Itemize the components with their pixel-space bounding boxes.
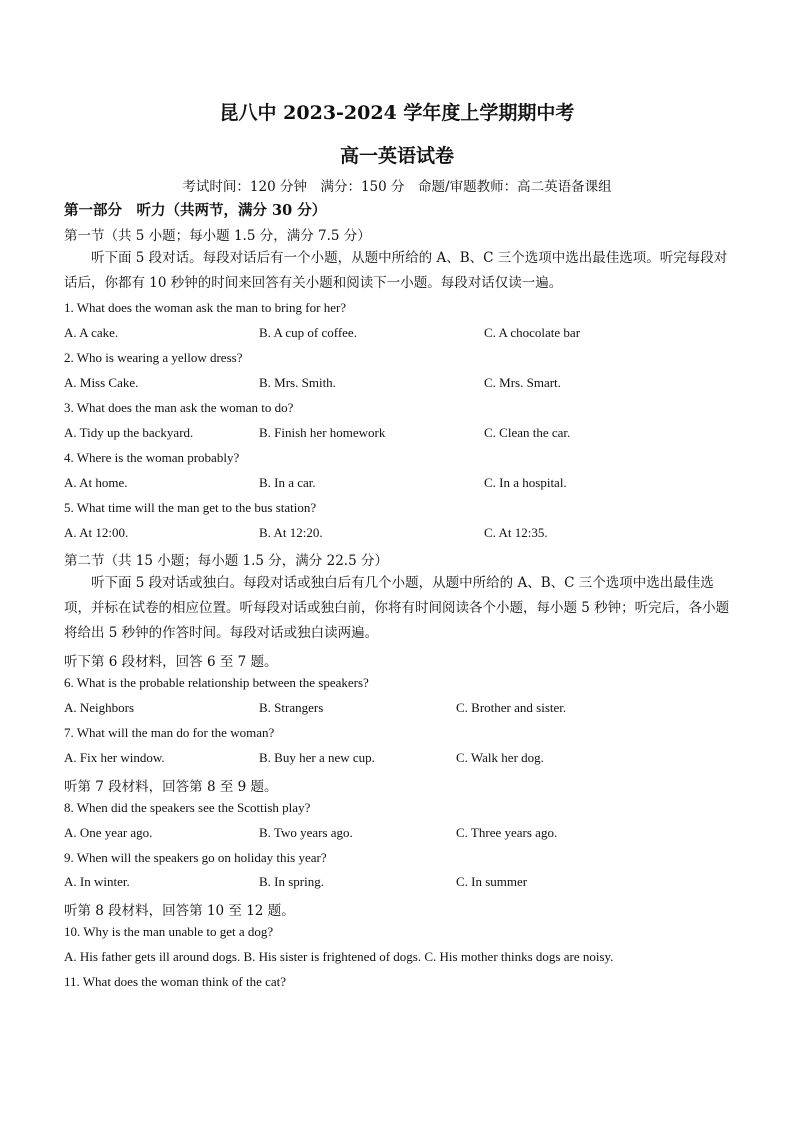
question-2: 2. Who is wearing a yellow dress?: [64, 350, 243, 365]
q1-option-b: B. A cup of coffee.: [259, 325, 357, 340]
q2-option-b: B. Mrs. Smith.: [259, 375, 336, 390]
q7-option-b: B. Buy her a new cup.: [259, 750, 375, 765]
question-7: 7. What will the man do for the woman?: [64, 725, 275, 740]
q3-option-b: B. Finish her homework: [259, 425, 386, 440]
q5-option-b: B. At 12:20.: [259, 525, 323, 540]
section2-instructions: 听下面 5 段对话或独白。每段对话或独白后有几个小题，从题中所给的 A、B、C 三个选项中选出最佳选项，并标在试卷的相应位置。听每段对话或独白前，你将有时间阅读各个小题，每小题 5 秒钟；听完后，各小题将给出 5 秒钟的作答时间。每段对话或独白读两遍。: [64, 575, 730, 641]
question-8: 8. When did the speakers see the Scottish play?: [64, 800, 311, 815]
q4-option-c: C. In a hospital.: [484, 475, 567, 490]
q1-option-c: C. A chocolate bar: [484, 325, 581, 340]
q4-option-a: A. At home.: [64, 475, 128, 490]
q8-option-c: C. Three years ago.: [456, 825, 558, 840]
q7-option-a: A. Fix her window.: [64, 750, 165, 765]
q5-option-a: A. At 12:00.: [64, 525, 129, 540]
question-9: 9. When will the speakers go on holiday this year?: [64, 850, 327, 865]
part1-title: 第一部分 听力（共两节，满分 30 分）: [64, 202, 327, 219]
q6-option-a: A. Neighbors: [64, 700, 135, 715]
q2-option-c: C. Mrs. Smart.: [484, 375, 561, 390]
q8-option-a: A. One year ago.: [64, 825, 153, 840]
q9-option-a: A. In winter.: [64, 874, 130, 889]
q9-option-c: C. In summer: [456, 874, 528, 889]
q3-option-c: C. Clean the car.: [484, 425, 571, 440]
question-4: 4. Where is the woman probably?: [64, 450, 240, 465]
question-1: 1. What does the woman ask the man to bring for her?: [64, 300, 347, 315]
exam-title: 昆八中 2023-2024 学年度上学期期中考: [219, 102, 575, 124]
q8-option-b: B. Two years ago.: [259, 825, 353, 840]
q5-option-c: C. At 12:35.: [484, 525, 548, 540]
q4-option-b: B. In a car.: [259, 475, 316, 490]
question-10: 10. Why is the man unable to get a dog?: [64, 924, 274, 939]
q3-option-a: A. Tidy up the backyard.: [64, 425, 194, 440]
question-3: 3. What does the man ask the woman to do?: [64, 400, 294, 415]
q6-option-b: B. Strangers: [259, 700, 324, 715]
material-6: 听下第 6 段材料，回答 6 至 7 题。: [64, 654, 278, 670]
section2-heading: 第二节（共 15 小题；每小题 1.5 分，满分 22.5 分）: [64, 553, 388, 569]
material-8: 听第 8 段材料，回答第 10 至 12 题。: [64, 903, 295, 919]
q6-option-c: C. Brother and sister.: [456, 700, 567, 715]
q1-option-a: A. A cake.: [64, 325, 119, 340]
exam-subtitle: 高一英语试卷: [339, 145, 454, 167]
question-6: 6. What is the probable relationship between the speakers?: [64, 675, 369, 690]
exam-info: 考试时间：120 分钟 满分：150 分 命题/审题教师：高二英语备课组: [182, 179, 612, 195]
q10-options: A. His father gets ill around dogs. B. His sister is frightened of dogs. C. His mother thinks dogs are noisy.: [64, 949, 614, 964]
q9-option-b: B. In spring.: [259, 874, 324, 889]
question-5: 5. What time will the man get to the bus station?: [64, 500, 317, 515]
section1-heading: 第一节（共 5 小题；每小题 1.5 分，满分 7.5 分）: [64, 228, 371, 244]
question-11: 11. What does the woman think of the cat?: [64, 974, 287, 989]
section1-instructions: 听下面 5 段对话。每段对话后有一个小题，从题中所给的 A、B、C 三个选项中选出最佳选项。听完每段对话后，你都有 10 秒钟的时间来回答有关小题和阅读下一小题。每段对话仅读一遍。: [64, 250, 728, 291]
q2-option-a: A. Miss Cake.: [64, 375, 139, 390]
material-7: 听第 7 段材料，回答第 8 至 9 题。: [64, 779, 278, 795]
q7-option-c: C. Walk her dog.: [456, 750, 544, 765]
